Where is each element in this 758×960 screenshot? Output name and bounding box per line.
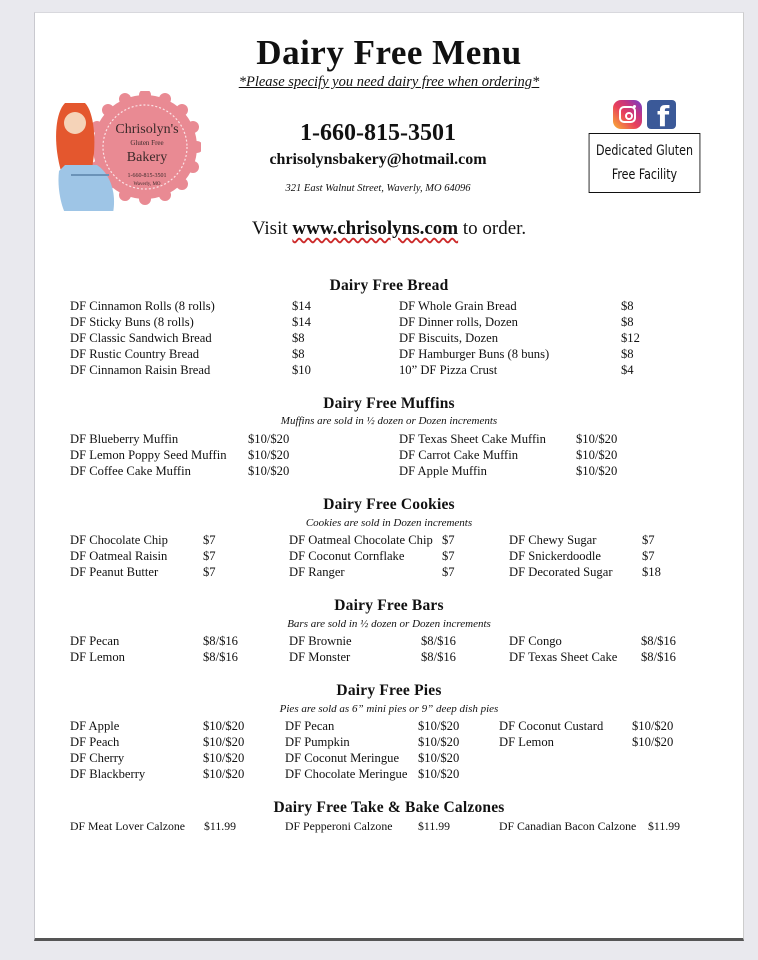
menu-item-price: $8/$16 [421,650,456,664]
menu-item-price: $7 [642,549,655,563]
menu-item-price: $8 [292,331,305,345]
menu-item-price: $8 [621,299,634,313]
email-address: chrisolynsbakery@hotmail.com [269,151,487,168]
menu-item-price: $10/$20 [248,464,290,478]
instagram-dot [633,105,636,108]
menu-item-price: $8/$16 [641,634,676,648]
menu-item-price: $10/$20 [632,735,674,749]
menu-item-price: $10/$20 [418,751,460,765]
menu-item-price: $10/$20 [418,719,460,733]
menu-item-name: DF Coconut Custard [499,719,604,733]
menu-item-price: $7 [642,533,655,547]
menu-item-price: $8/$16 [203,650,238,664]
menu-item-name: DF Chewy Sugar [509,533,597,547]
menu-item-name: DF Texas Sheet Cake Muffin [399,432,546,446]
menu-item-name: DF Pecan [70,634,120,648]
instagram-lens [625,112,633,120]
muffins-section-title: Dairy Free Muffins [323,395,455,412]
menu-item-name: DF Rustic Country Bread [70,347,200,361]
gluten-free-badge [589,133,701,193]
menu-item-name: DF Chocolate Chip [70,533,168,547]
menu-item-name: DF Biscuits, Dozen [399,331,498,345]
pies-note: Pies are sold as 6” mini pies or 9” deep dish pies [279,703,499,715]
menu-item-price: $18 [642,565,661,579]
menu-item-name: DF Carrot Cake Muffin [399,448,519,462]
menu-item-price: $8/$16 [641,650,676,664]
menu-item-name: DF Pepperoni Calzone [285,819,393,833]
menu-item-name: DF Chocolate Meringue [285,767,408,781]
menu-item-name: DF Congo [509,634,562,648]
cookies-note: Cookies are sold in Dozen increments [305,517,473,529]
menu-item-name: DF Cinnamon Rolls (8 rolls) [70,299,215,313]
menu-item-name: DF Ranger [289,565,345,579]
menu-item-price: $10/$20 [248,448,290,462]
menu-item-name: DF Classic Sandwich Bread [70,331,212,345]
menu-item-price: $7 [203,565,216,579]
visit-line [35,218,743,240]
menu-item-name: DF Canadian Bacon Calzone [499,819,637,833]
menu-item-price: $10/$20 [418,735,460,749]
menu-item-name: DF Coffee Cake Muffin [70,464,191,478]
menu-item-price: $7 [203,533,216,547]
menu-item-price: $11.99 [418,819,451,833]
menu-item-name: DF Peanut Butter [70,565,159,579]
muffins-note: Muffins are sold in ½ dozen or Dozen increments [280,415,498,427]
menu-item-name: DF Peach [70,735,120,749]
menu-item-name: DF Oatmeal Chocolate Chip [289,533,433,547]
menu-item-price: $10/$20 [203,751,245,765]
menu-item-price: $8/$16 [203,634,238,648]
menu-item-name: DF Dinner rolls, Dozen [399,315,518,329]
bread-section-title: Dairy Free Bread [329,277,449,294]
visit-suffix: to order. [458,218,527,239]
cookies-section-title: Dairy Free Cookies [323,496,455,513]
page-title: Dairy Free Menu [256,33,522,72]
logo-town: Waverly, MO [133,182,161,187]
menu-item-name: DF Oatmeal Raisin [70,549,168,563]
menu-item-name: DF Cherry [70,751,125,765]
menu-item-name: DF Lemon Poppy Seed Muffin [70,448,227,462]
menu-item-name: DF Pumpkin [285,735,350,749]
menu-item-price: $8/$16 [421,634,456,648]
menu-item-price: $10/$20 [418,767,460,781]
menu-item-name: DF Pecan [285,719,335,733]
menu-item-name: DF Blackberry [70,767,146,781]
menu-item-price: $11.99 [204,819,237,833]
menu-item-price: $10/$20 [248,432,290,446]
menu-item-price: $10/$20 [632,719,674,733]
menu-item-price: $10/$20 [203,719,245,733]
menu-item-name: DF Decorated Sugar [509,565,613,579]
menu-item-name: DF Meat Lover Calzone [70,819,185,833]
menu-item-price: $8 [621,315,634,329]
menu-item-price: $10/$20 [203,735,245,749]
badge-line1: Dedicated Gluten [596,143,693,159]
logo-name-line2: Bakery [126,150,168,165]
menu-item-price: $8 [621,347,634,361]
menu-item-price: $10 [292,363,311,377]
menu-item-name: DF Apple [70,719,120,733]
menu-item-name: DF Coconut Meringue [285,751,400,765]
visit-prefix: Visit [251,218,293,239]
menu-item-name: DF Lemon [499,735,554,749]
website-link[interactable]: www.chrisolyns.com [292,218,459,239]
pies-section-title: Dairy Free Pies [336,682,442,699]
logo-tagline: Gluten Free [130,139,164,147]
menu-item-name: DF Whole Grain Bread [399,299,517,313]
facebook-letter: f [657,100,670,129]
street-address: 321 East Walnut Street, Waverly, MO 64096 [285,183,471,194]
menu-item-name: DF Coconut Cornflake [289,549,405,563]
menu-item-name: DF Apple Muffin [399,464,487,478]
menu-item-price: $7 [442,533,455,547]
menu-item-price: $4 [621,363,634,377]
ordering-note: *Please specify you need dairy free when ordering* [238,74,540,90]
calzones-section-title: Dairy Free Take & Bake Calzones [273,799,505,816]
menu-item-name: DF Cinnamon Raisin Bread [70,363,211,377]
menu-item-price: $7 [442,565,455,579]
menu-item-price: $10/$20 [576,448,618,462]
bars-section-title: Dairy Free Bars [334,597,444,614]
menu-item-name: DF Monster [289,650,351,664]
menu-item-name: DF Texas Sheet Cake [509,650,618,664]
menu-item-price: $12 [621,331,640,345]
menu-item-price: $10/$20 [203,767,245,781]
logo-name-line1: Chrisolyn's [115,122,179,137]
phone-number: 1-660-815-3501 [300,120,456,146]
menu-item-price: $10/$20 [576,432,618,446]
menu-item-name: DF Sticky Buns (8 rolls) [70,315,194,329]
menu-item-price: $14 [292,315,311,329]
menu-item-price: $11.99 [648,819,681,833]
menu-page [34,12,744,941]
menu-item-name: 10” DF Pizza Crust [399,363,498,377]
bakery-logo [51,91,201,211]
menu-item-name: DF Brownie [289,634,352,648]
menu-item-name: DF Hamburger Buns (8 buns) [399,347,550,361]
menu-item-price: $14 [292,299,311,313]
bars-note: Bars are sold in ½ dozen or Dozen increments [287,618,491,630]
menu-item-name: DF Blueberry Muffin [70,432,179,446]
badge-line2: Free Facility [611,167,678,183]
menu-item-price: $7 [203,549,216,563]
logo-phone: 1-660-815-3501 [127,173,167,179]
menu-item-price: $7 [442,549,455,563]
menu-item-price: $8 [292,347,305,361]
menu-item-name: DF Snickerdoodle [509,549,601,563]
menu-item-price: $10/$20 [576,464,618,478]
menu-item-name: DF Lemon [70,650,125,664]
facebook-icon[interactable] [647,100,676,129]
instagram-icon[interactable] [613,100,642,129]
